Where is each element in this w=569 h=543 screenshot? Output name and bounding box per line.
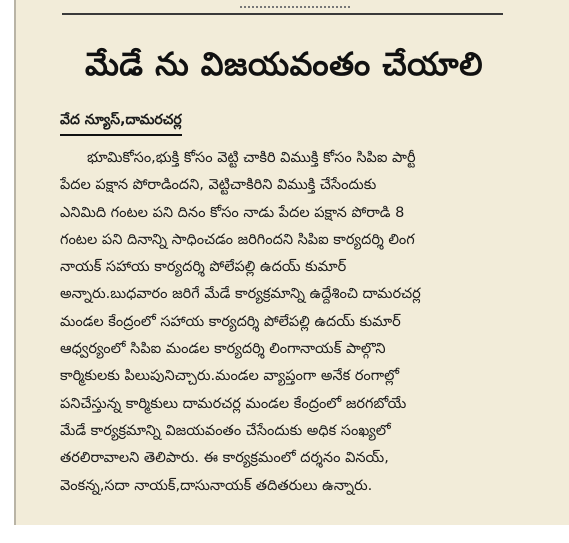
article-line: పేదల పక్షాన పోరాడిందని, వెట్టిచాకిరిని విముక్తి చేసేందుకు <box>60 177 377 194</box>
article-line: తరలిరావాలని తెలిపారు. ఈ కార్యక్రమంలో దర్శనం వినయ్, <box>60 450 389 467</box>
article-line: కార్మికులకు పిలుపునిచ్చారు.మండల వ్యాప్తంగా అనేక రంగాల్లో <box>60 368 400 385</box>
article-line: పనిచేస్తున్న కార్మికులు దామరచర్ల మండల కేంద్రంలో జరగబోయే <box>60 395 407 412</box>
article-line: అన్నారు.బుధవారం జరిగే మేడే కార్యక్రమాన్ని ఉద్దేశించి దామరచర్ల <box>60 286 421 303</box>
article-line: భూమికోసం,భుక్తి కోసం వెట్టి చాకిరి విముక్తి కోసం సిపిఐ పార్టీ <box>87 150 416 166</box>
article-body <box>60 145 530 500</box>
header-rule <box>62 13 503 15</box>
article-line: గంటల పని దినాన్ని సాధించడం జరిగిందని సిపిఐ కార్యదర్శి లింగ <box>60 231 415 248</box>
article-byline: వేద న్యూస్,దామరచర్ల <box>60 112 182 136</box>
article-line: మేడే కార్యక్రమాన్ని విజయవంతం చేసేందుకు అధిక సంఖ్యలో <box>60 422 391 439</box>
article-line: వెంకన్న,సదా నాయక్,దాసునాయక్ తదితరులు ఉన్నారు. <box>60 477 373 494</box>
clipping-cut-edge <box>240 0 350 8</box>
article-line: ఎనిమిది గంటల పని దినం కోసం నాడు పేదల పక్షాన పోరాడి 8 <box>60 204 405 221</box>
article-line: మండల కేంద్రంలో సహాయ కార్యదర్శి పోలేపల్లి ఉదయ్ కుమార్ <box>60 313 401 330</box>
article-line: నాయక్ సహాయ కార్యదర్శి పోలేపల్లి ఉదయ్ కుమార్ <box>60 259 347 276</box>
article-line: ఆధ్వర్యంలో సిపిఐ మండల కార్యదర్శి లింగానాయక్ పాల్గొని <box>60 341 386 358</box>
article-headline: మేడే ను విజయవంతం చేయాలి <box>84 45 484 83</box>
